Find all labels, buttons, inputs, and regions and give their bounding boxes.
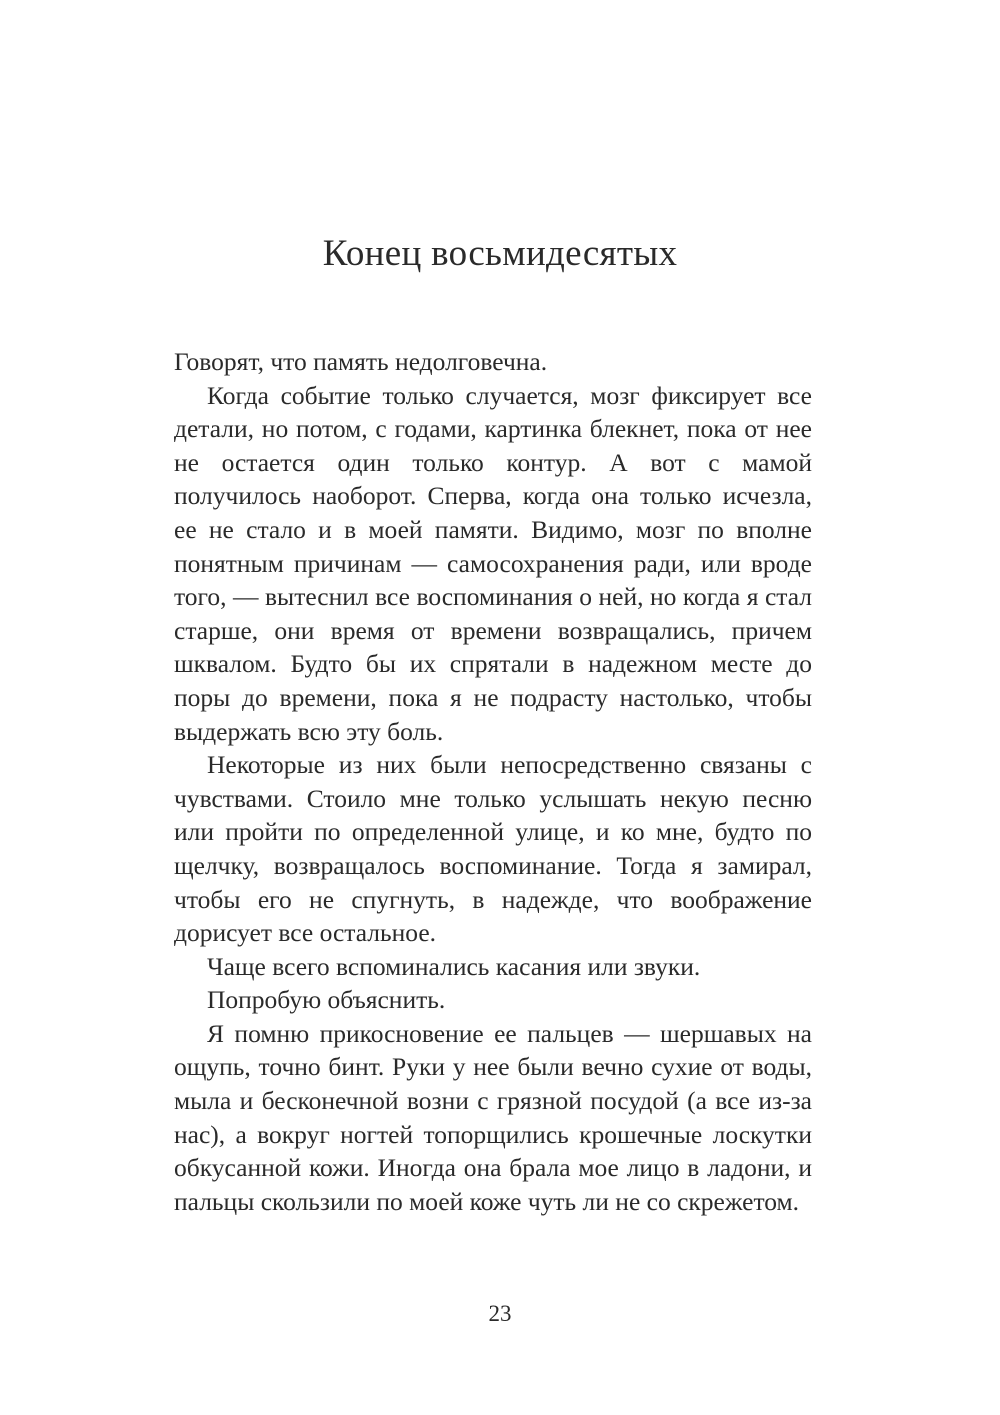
paragraph-2: Когда событие только случается, мозг фиксирует все детали, но потом, с годами, картинка блекнет, пока от нее не остается один только контур. А вот с мамой получилось наоборот. Сперва, когда она только исчезла, ее не стало и в моей памяти. Видимо, мозг по вполне понятным причинам — самосохранения ради, или вроде того, — вытеснил все воспоминания о ней, но когда я стал старше, они время от времени возвращались, причем шквалом. Будто бы их спрятали в надежном месте до поры до времени, пока я не подрасту настолько, чтобы выдержать всю эту боль.	[174, 380, 812, 746]
body-text	[174, 345, 812, 1218]
page-number: 23	[488, 1301, 512, 1326]
chapter-title: Конец восьмидесятых	[322, 233, 678, 274]
paragraph-6: Я помню прикосновение ее пальцев — шершавых на ощупь, точно бинт. Руки у нее были вечно сухие от воды, мыла и бесконечной возни с грязной посудой (а все из-за нас), а вокруг ногтей топорщились крошечные лоскутки обкусанной кожи. Иногда она брала мое лицо в ладони, и пальцы скользили по моей коже чуть ли не со скрежетом.	[174, 1018, 812, 1216]
paragraph-3: Некоторые из них были непосредственно связаны с чувствами. Стоило мне только услышать некую песню или пройти по определенной улице, и ко мне, будто по щелчку, возвращалось воспоминание. Тогда я замирал, чтобы его не спугнуть, в надежде, что воображение дорисует все остальное.	[174, 750, 812, 948]
paragraph-1: Говорят, что память недолговечна.	[174, 347, 548, 376]
paragraph-4: Чаще всего вспоминались касания или звуки.	[207, 951, 701, 981]
paragraph-5: Попробую объяснить.	[207, 985, 446, 1015]
